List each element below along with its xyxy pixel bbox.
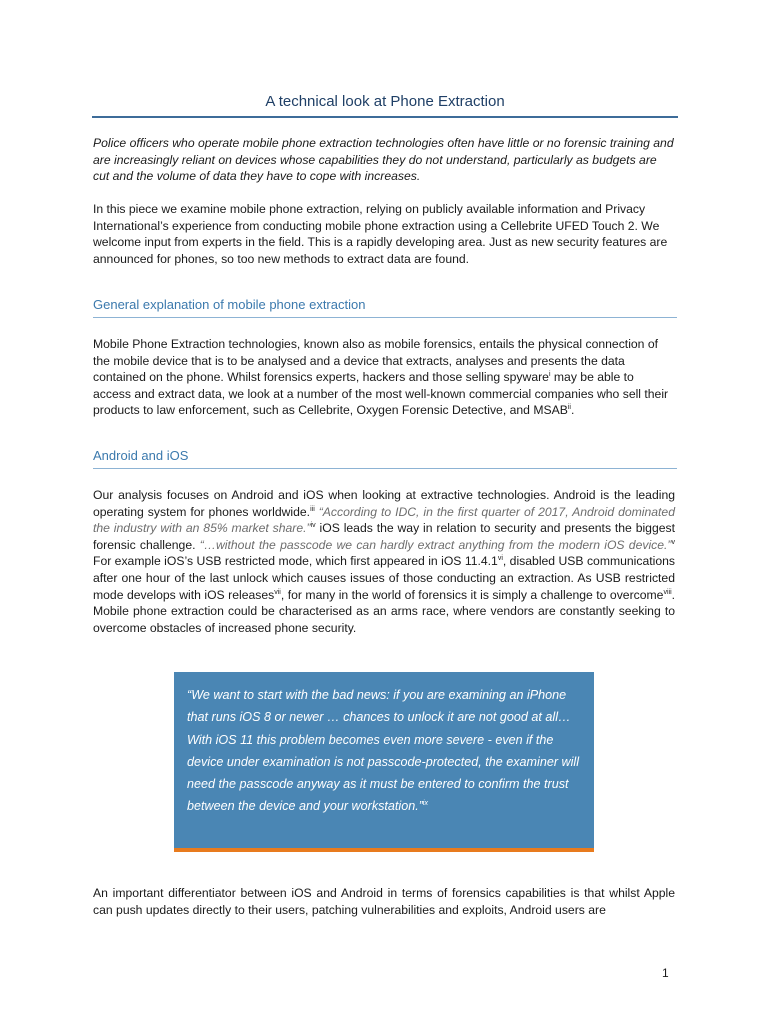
idc-quote: “According to IDC, in the first quarter of 2017, Android dominated the industry with an 85% market share.”	[93, 504, 675, 536]
passcode-quote: “…without the passcode we can hardly extract anything from the modern iOS device.”	[199, 537, 672, 552]
footnote-marker-vii: vii	[274, 588, 281, 596]
footnote-marker-i: i	[548, 371, 551, 379]
pull-quote-box	[174, 672, 594, 852]
section-heading-android-ios: Android and iOS	[93, 447, 677, 469]
pull-quote-body: “We want to start with the bad news: if you are examining an iPhone that runs iOS 8 or newer … chances to unlock it are not good at all…With iOS 11 this problem becomes even more severe - even if the device under examination is not passcode-protected, the examiner will need the passcode anyway as it must be entered to confirm the trust between the device and your workstation.”	[187, 688, 580, 814]
footnote-marker-iii: iii	[310, 505, 315, 513]
android-text-6: . Mobile phone extraction could be characterised as an arms race, where vendors are constantly seeking to overcome obstacles of increased phone security.	[93, 587, 676, 635]
general-text-a: Mobile Phone Extraction technologies, known also as mobile forensics, entails the physical connection of the mobile device that is to be analysed and a device that extracts, analyses and presents the data contained on the phone. Whilst forensics experts, hackers and those selling spyware	[93, 337, 659, 385]
general-explanation-paragraph	[93, 336, 675, 419]
android-text-2: iOS leads the way in relation to security and presents the biggest forensic challenge.	[93, 521, 675, 552]
general-text-c: .	[570, 403, 575, 418]
page-number: 1	[662, 966, 669, 980]
general-text-b: may be able to access and extract data, we look at a number of the most well-known commercial companies who sell their products to law enforcement, such as Cellebrite, Oxygen Forensic Detective, and MSAB	[93, 370, 669, 418]
pull-quote-text	[187, 684, 582, 818]
android-text-3: For example iOS’s USB restricted mode, which first appeared in iOS 11.4.1	[93, 554, 498, 569]
footnote-marker-ii: ii	[567, 404, 571, 412]
intro-paragraph: In this piece we examine mobile phone extraction, relying on publicly available information and Privacy International’s experience from conducting mobile phone extraction using a Cellebrite UFED Touch 2. We welcome input from experts in the field. This is a rapidly developing area. Just as new security features are announced for phones, so too new methods to extract data are found.	[93, 202, 668, 266]
section-heading-general-explanation: General explanation of mobile phone extraction	[93, 296, 677, 318]
document-title: A technical look at Phone Extraction	[92, 92, 678, 118]
footnote-marker-v: v	[671, 538, 675, 546]
differentiator-paragraph: An important differentiator between iOS and Android in terms of forensics capabilities is that whilst Apple can push updates directly to their users, patching vulnerabilities and exploits, Android users are	[93, 886, 675, 917]
footnote-marker-iv: iv	[310, 522, 316, 530]
footnote-marker-vi: vi	[497, 555, 503, 563]
android-text-1: Our analysis focuses on Android and iOS when looking at extractive technologies. Android is the leading operating system for phones worldwide.	[93, 488, 675, 519]
intro-italic-paragraph: Police officers who operate mobile phone extraction technologies often have little or no forensic training and are increasingly reliant on devices whose capabilities they do not understand, particularly as budgets are cut and the volume of data they have to cope with increases.	[93, 136, 674, 184]
android-ios-paragraph	[93, 487, 675, 636]
footnote-marker-ix: ix	[422, 800, 428, 808]
android-text-5: , for many in the world of forensics it is simply a challenge to overcome	[280, 587, 664, 602]
footnote-marker-viii: viii	[663, 588, 672, 596]
android-text-4: , disabled USB communications after one hour of the last unlock which causes issues of those conducting an extraction. As USB restricted mode develops with iOS releases	[93, 554, 676, 602]
